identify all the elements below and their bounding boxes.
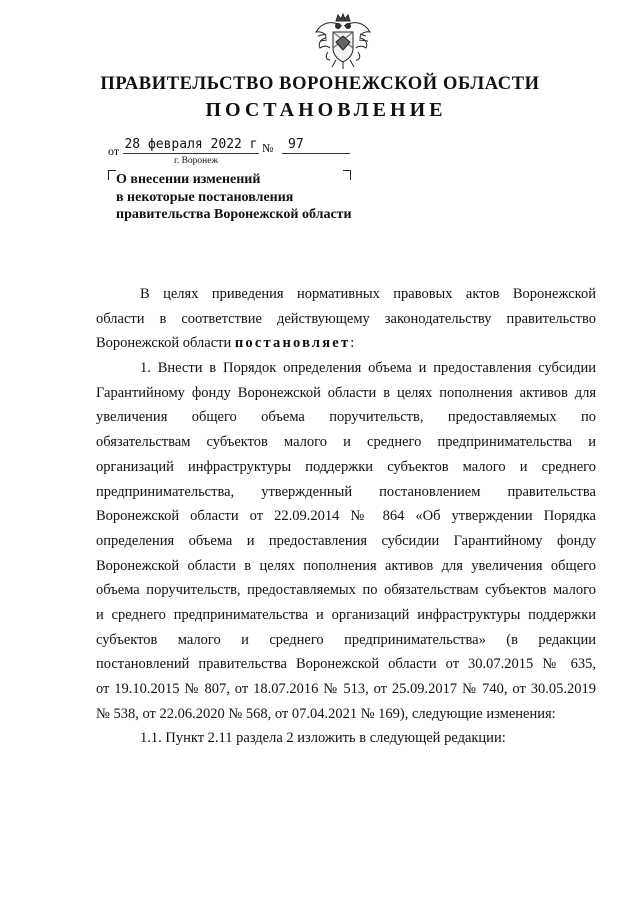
body-line: субъектов малого и среднего предпринимательства» (в редакции: [96, 631, 596, 648]
document-date: 28 февраля 2022 г: [124, 137, 258, 152]
body-line: предпринимательства, утвержденный постановлением правительства: [96, 483, 596, 500]
body-line: Воронежской области в целях пополнения активов для увеличения общего: [96, 557, 596, 574]
document-subject: [116, 171, 352, 224]
body-line: № 538, от 22.06.2020 № 568, от 07.04.2021 № 169), следующие изменения:: [96, 705, 556, 722]
subject-line: О внесении изменений: [116, 172, 261, 187]
subject-bracket-left: [108, 170, 116, 180]
city-label: г. Воронеж: [174, 156, 219, 166]
body-line: В целях приведения нормативных правовых актов Воронежской: [140, 286, 596, 302]
body-line: области в соответствие действующему законодательству правительство: [96, 310, 596, 327]
body-line: и среднего предпринимательства и организаций инфраструктуры поддержки: [96, 606, 596, 623]
body-line: обязательствам субъектов малого и среднего предпринимательства и: [96, 434, 596, 451]
number-label: №: [262, 141, 274, 155]
body-line: увеличения общего объема поручительств, предоставляемых по: [96, 409, 596, 426]
coat-of-arms-emblem: [312, 12, 374, 70]
body-line: Воронежской области от 22.09.2014 № 864 «Об утверждении Порядка: [96, 508, 596, 525]
document-body: [96, 282, 596, 751]
document-number: 97: [282, 137, 350, 154]
body-text: :: [350, 335, 355, 352]
body-line: Гарантийному фонду Воронежской области в целях пополнения активов для: [96, 384, 596, 401]
subject-line: в некоторые постановления: [116, 189, 294, 205]
document-type-title: ПОСТАНОВЛЕНИЕ: [205, 99, 447, 121]
date-prefix-label: от: [108, 144, 120, 158]
body-line: 1.1. Пункт 2.11 раздела 2 изложить в следующей редакции:: [140, 730, 506, 747]
body-text: Воронежской области: [96, 335, 232, 352]
decree-keyword: постановляет: [234, 335, 351, 352]
body-line: 1. Внести в Порядок определения объема и предоставления субсидии: [140, 360, 596, 377]
body-line: определения объема и предоставления субсидии Гарантийному фонду: [96, 532, 596, 549]
body-line: [96, 331, 596, 356]
body-line: постановлений правительства Воронежской области от 30.07.2015 № 635,: [96, 656, 596, 673]
body-line: организаций инфраструктуры поддержки субъектов малого и среднего: [96, 458, 596, 475]
body-line: от 19.10.2015 № 807, от 18.07.2016 № 513, от 25.09.2017 № 740, от 30.05.2019: [96, 681, 596, 697]
organization-title: ПРАВИТЕЛЬСТВО ВОРОНЕЖСКОЙ ОБЛАСТИ: [100, 74, 540, 94]
subject-line: правительства Воронежской области: [116, 207, 352, 222]
body-line: объема поручительств, предоставляемых по обязательствам субъектов малого: [96, 582, 596, 599]
